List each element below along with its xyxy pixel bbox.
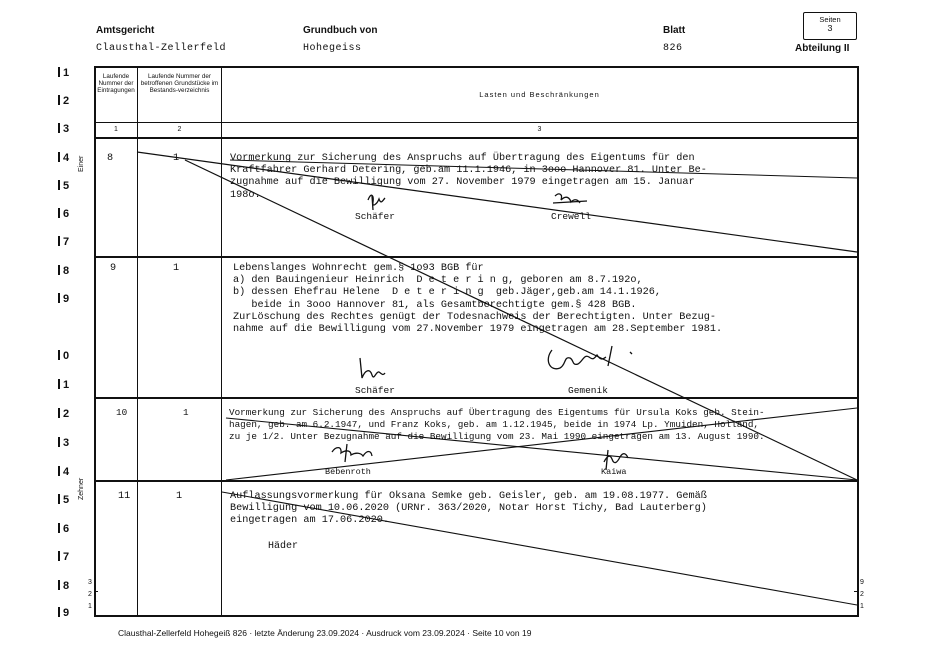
entry-10-signer-1: Bebenroth [325, 467, 371, 477]
page-value: 3 [827, 24, 833, 34]
small-row-number-right: 1 [860, 603, 864, 610]
entry-10-text: Vormerkung zur Sicherung des Anspruchs auf Übertragung des Eigentums für Ursula Koks geb. Stein- hagen, geb. am 6.2.1947, und Franz Koks, geb. am 1.12.1945, beide in 1974 Lp. Ymuiden, Holland, zu je 1/2. Unter Bezugnahme auf die Bewilligung vom 23. Mai 1990 eingetragen am 13. August 1990. [229, 407, 765, 442]
strike-line [222, 492, 857, 605]
entry-9-parcel: 1 [173, 263, 180, 274]
signature-scribble [553, 194, 587, 203]
col3-header: Lasten und Beschränkungen [479, 90, 600, 99]
entry-8-nr: 8 [107, 153, 114, 164]
entry-10-signer-2: Kaiwa [601, 467, 627, 477]
row-number-label: 5 [63, 180, 70, 192]
court-value: Clausthal-Zellerfeld [96, 43, 227, 54]
entry-8-text: Vormerkung zur Sicherung des Anspruchs auf Übertragung des Eigentums für den Kraftfahrer Gerhard Detering, geb.am 11.1.1946, in 3ooo Hannover 81. Unter Be- zugnahme auf die Bewilligung vom 27. November 1979 eingetragen am 15. Januar 198o. [230, 153, 707, 201]
row-number-label: 9 [63, 607, 70, 619]
entry-9-text: Lebenslanges Wohnrecht gem.§ 1o93 BGB für a) den Bauingenieur Heinrich D e t e r i n g, geboren am 8.7.192o, b) dessen Ehefrau Helene D e t e r i n g geb.Jäger,geb.am 14.1.1926, beide in 3ooo Hannover 81, als Gesamtberechtigte gem.§ 428 BGB. ZurLöschung des Rechtes genügt der Todesnachweis der Berechtigten. Unter Bezug- nahme auf die Bewilligung vom 27.November 1979 eingetragen am 28.September 1981. [233, 263, 723, 336]
row-number-label: 6 [63, 523, 70, 535]
side-label-einer: Einer [78, 155, 85, 172]
strike-line [185, 160, 857, 480]
section-label: Abteilung II [795, 43, 850, 54]
row-number-label: 2 [63, 408, 70, 420]
entry-11-signer-1: Häder [268, 541, 299, 552]
entry-11-nr: 11 [118, 491, 131, 502]
row-number-label: 2 [63, 95, 70, 107]
small-row-number-left: 1 [88, 603, 92, 610]
entry-10-nr: 10 [116, 407, 128, 418]
signature-scribble [604, 450, 628, 470]
entry-8-parcel: 1 [173, 153, 180, 164]
sheet-value: 826 [663, 43, 683, 54]
col3-num: 3 [537, 126, 542, 133]
book-value: Hohegeiss [303, 43, 362, 54]
book-label: Grundbuch von [303, 25, 378, 36]
entry-9-signer-2: Gemenik [568, 385, 608, 396]
row-number-label: 1 [63, 67, 70, 79]
row-number-label: 6 [63, 208, 70, 220]
strike-line [137, 152, 857, 252]
row-number-label: 7 [63, 236, 70, 248]
signature-scribble [332, 444, 372, 462]
row-number-label: 5 [63, 494, 70, 506]
col1-header: Laufende Nummer der Eintragungen [97, 73, 135, 95]
entry-9-signer-1: Schäfer [355, 385, 395, 396]
signature-scribble [548, 346, 632, 369]
row-number-label: 8 [63, 265, 70, 277]
row-number-label: 4 [63, 466, 70, 478]
small-row-number-left: 2 [88, 591, 92, 598]
row-number-label: 7 [63, 551, 70, 563]
signature-scribble [360, 358, 385, 378]
entry-8-signer-1: Schäfer [355, 211, 395, 222]
strike-line [226, 418, 857, 480]
court-label: Amtsgericht [96, 25, 155, 36]
small-row-number-right: 9 [860, 579, 864, 586]
row-number-label: 1 [63, 379, 70, 391]
page-label: Seiten [819, 15, 841, 24]
strike-line [230, 160, 857, 178]
sheet-label: Blatt [663, 25, 686, 36]
entry-10-parcel: 1 [183, 407, 189, 418]
row-number-label: 8 [63, 580, 70, 592]
side-label-zehner: Zehner [78, 477, 85, 500]
entry-11-text: Auflassungsvormerkung für Oksana Semke geb. Geisler, geb. am 19.08.1977. Gemäß Bewilligung vom 10.06.2020 (URNr. 363/2020, Notar Horst Tichy, Bad Lauterberg) eingetragen am 17.06.2020. [230, 491, 707, 527]
footer-text: Clausthal-Zellerfeld Hohegeiß 826 · letzte Änderung 23.09.2024 · Ausdruck vom 23.09.2024 · Seite 10 von 19 [118, 628, 532, 638]
strike-line [226, 408, 857, 480]
row-number-label: 0 [63, 350, 70, 362]
small-row-number-right: 2 [860, 591, 864, 598]
row-number-label: 4 [63, 152, 70, 164]
col1-num: 1 [114, 126, 118, 133]
entry-8-signer-2: Crewell [551, 211, 591, 222]
signature-scribble [368, 195, 385, 210]
entry-11-parcel: 1 [176, 491, 183, 502]
col2-header: Laufende Nummer der betroffenen Grundstücke im Bestands-verzeichnis [140, 73, 219, 95]
row-number-label: 3 [63, 437, 70, 449]
row-number-label: 9 [63, 293, 70, 305]
small-row-number-left: 3 [88, 579, 92, 586]
col2-num: 2 [177, 126, 182, 133]
entry-9-nr: 9 [110, 263, 117, 274]
row-number-label: 3 [63, 123, 70, 135]
